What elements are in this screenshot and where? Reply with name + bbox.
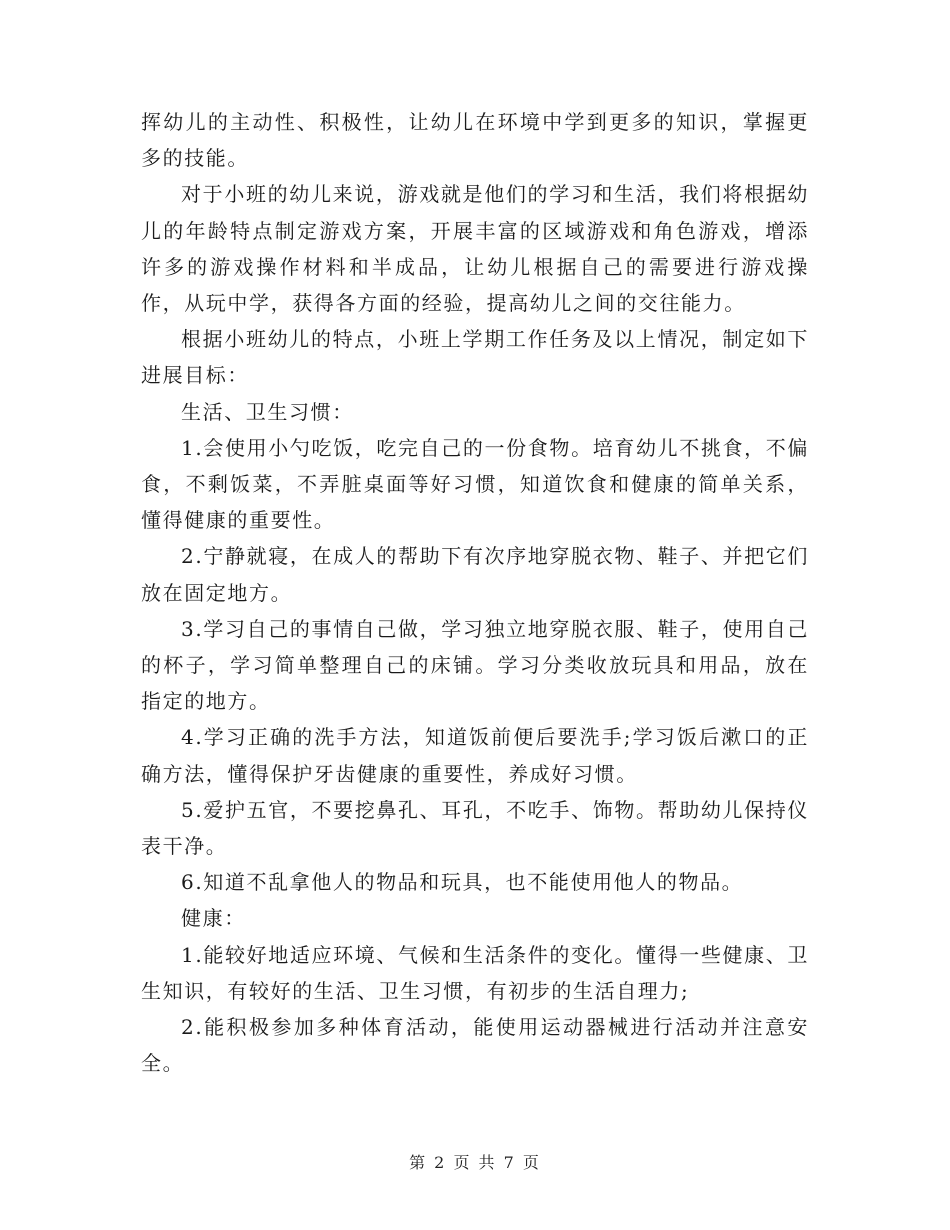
list-item-hygiene-4: 4.学习正确的洗手方法，知道饭前便后要洗手;学习饭后漱口的正确方法，懂得保护牙齿健康的重要性，养成好习惯。 (141, 725, 809, 786)
document-body (141, 104, 809, 1081)
list-item-hygiene-5: 5.爱护五官，不要挖鼻孔、耳孔，不吃手、饰物。帮助幼儿保持仪表干净。 (141, 797, 809, 859)
paragraph-games: 对于小班的幼儿来说，游戏就是他们的学习和生活，我们将根据幼儿的年龄特点制定游戏方案，开展丰富的区域游戏和角色游戏，增添许多的游戏操作材料和半成品，让幼儿根据自己的需要进行游戏操作，从玩中学，获得各方面的经验，提高幼儿之间的交往能力。 (141, 182, 809, 316)
list-item-hygiene-6: 6.知道不乱拿他人的物品和玩具，也不能使用他人的物品。 (181, 870, 744, 895)
page-number-footer: 第 2 页 共 7 页 (409, 1153, 541, 1172)
paragraph-goals-intro: 根据小班幼儿的特点，小班上学期工作任务及以上情况，制定如下进展目标： (141, 327, 809, 388)
paragraph-continued: 挥幼儿的主动性、积极性，让幼儿在环境中学到更多的知识，掌握更多的技能。 (141, 110, 809, 171)
list-item-hygiene-1: 1.会使用小勺吃饭，吃完自己的一份食物。培育幼儿不挑食，不偏食，不剩饭菜，不弄脏桌面等好习惯，知道饮食和健康的简单关系，懂得健康的重要性。 (141, 435, 809, 533)
list-item-hygiene-2: 2.宁静就寝，在成人的帮助下有次序地穿脱衣物、鞋子、并把它们放在固定地方。 (141, 544, 809, 605)
list-item-health-2: 2.能积极参加多种体育活动，能使用运动器械进行活动并注意安全。 (141, 1015, 809, 1076)
list-item-hygiene-3: 3.学习自己的事情自己做，学习独立地穿脱衣服、鞋子，使用自己的杯子，学习简单整理自己的床铺。学习分类收放玩具和用品，放在指定的地方。 (141, 616, 809, 714)
list-item-health-1: 1.能较好地适应环境、气候和生活条件的变化。懂得一些健康、卫生知识，有较好的生活、卫生习惯，有初步的生活自理力; (141, 942, 809, 1003)
section-heading-health: 健康： (181, 906, 246, 931)
section-heading-hygiene: 生活、卫生习惯： (181, 399, 354, 424)
